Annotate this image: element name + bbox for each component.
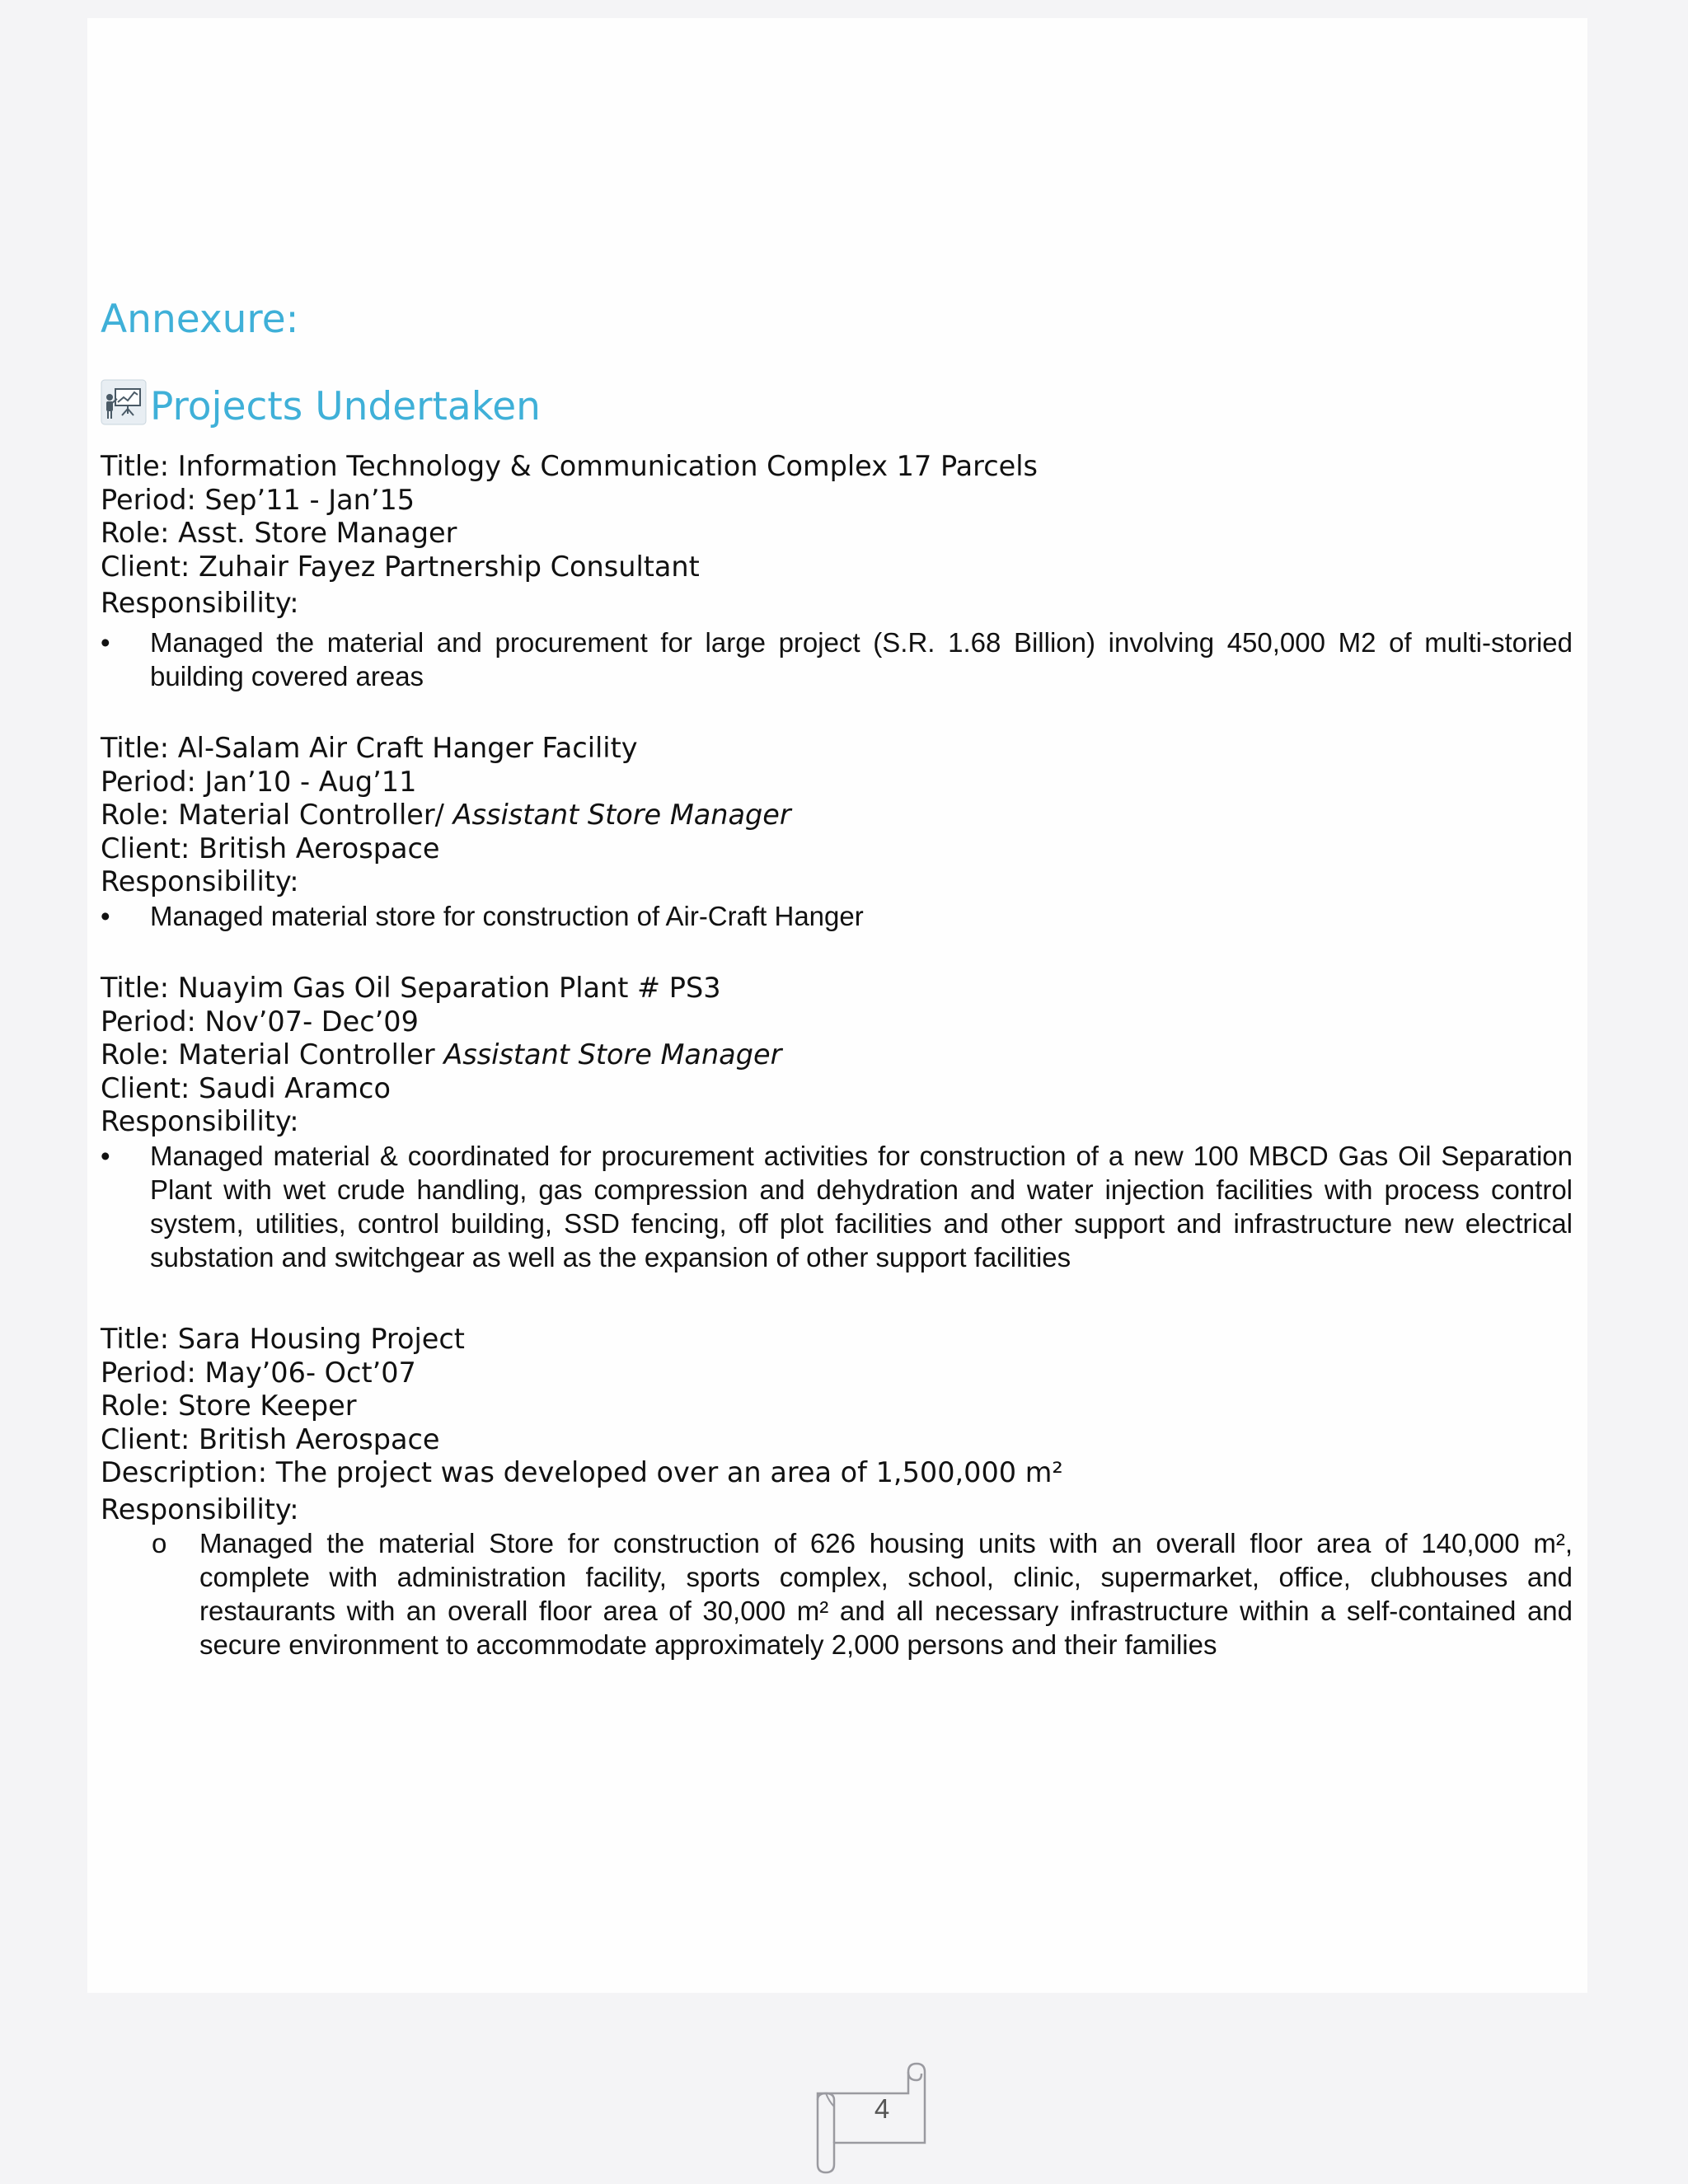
project-client: British Aerospace (198, 832, 440, 865)
project-role-line (101, 1390, 1573, 1423)
project-title-line (101, 972, 1573, 1005)
client-label: Client: (101, 1071, 190, 1104)
project-title-line (101, 450, 1573, 484)
project-role-line (101, 517, 1573, 551)
project-client: British Aerospace (198, 1422, 440, 1455)
project-client-line (101, 1072, 1573, 1106)
period-label: Period: (101, 1005, 196, 1038)
section-title: Projects Undertaken (150, 383, 541, 429)
list-item (101, 899, 1573, 933)
project-title: Nuayim Gas Oil Separation Plant # PS3 (177, 972, 721, 1004)
project-period: Nov’07- Dec’09 (204, 1005, 419, 1038)
section-heading (101, 379, 541, 430)
role-label: Role: (101, 1038, 170, 1071)
role-label: Role: (101, 799, 170, 831)
project-title-line (101, 732, 1573, 766)
project-role-italic: Assistant Store Manager (452, 799, 791, 831)
project-client: Saudi Aramco (198, 1071, 391, 1104)
project-period: Jan’10 - Aug’11 (204, 765, 417, 798)
project-client: Zuhair Fayez Partnership Consultant (198, 550, 700, 583)
project-role: Asst. Store Manager (178, 517, 457, 549)
bullet-text: Managed material & coordinated for procurement activities for construction of a new 100 MBCD Gas Oil Separation Plant with wet crude handling, gas compression and dehydration and water injection facilities with process control system, utilities, control building, SSD fencing, off plot facilities and other support and infrastructure new electrical substation and switchgear as well as the expansion of other support facilities (150, 1140, 1573, 1272)
responsibility-label: Responsibility: (101, 1493, 299, 1526)
responsibility-list (101, 899, 1573, 933)
project-entry (101, 732, 1573, 933)
project-role-line (101, 799, 1573, 832)
project-client-line (101, 832, 1573, 866)
responsibility-label: Responsibility: (101, 1105, 299, 1137)
client-label: Client: (101, 550, 190, 583)
project-title-line (101, 1323, 1573, 1357)
project-period: May’06- Oct’07 (204, 1356, 416, 1389)
bullet-icon: • (101, 900, 110, 931)
bullet-text: Managed material store for construction of Air-Craft Hanger (150, 900, 864, 931)
responsibility-list (101, 1139, 1573, 1274)
responsibility-list (101, 1526, 1573, 1661)
role-label: Role: (101, 1390, 170, 1422)
period-label: Period: (101, 765, 196, 798)
project-period-line (101, 1357, 1573, 1390)
list-item (101, 1526, 1573, 1661)
responsibility-list (101, 626, 1573, 693)
project-period-line (101, 766, 1573, 799)
project-title: Sara Housing Project (177, 1323, 465, 1355)
project-description: The project was developed over an area of 1,500,000 m² (275, 1456, 1063, 1488)
client-label: Client: (101, 1422, 190, 1455)
title-label: Title: (101, 972, 170, 1004)
role-label: Role: (101, 517, 170, 549)
project-period: Sep’11 - Jan’15 (204, 483, 415, 516)
bullet-text: Managed the material Store for construction of 626 housing units with an overall floor area of 140,000 m², complete with administration facility, sports complex, school, clinic, supermarket, office, clubhouses and restaurants with an overall floor area of 30,000 m² and all necessary infrastructure within a self-contained and secure environment to accommodate approximately 2,000 persons and their families (199, 1528, 1573, 1660)
circle-bullet-icon: o (152, 1528, 167, 1558)
project-title: Al-Salam Air Craft Hanger Facility (177, 732, 638, 764)
project-role-line (101, 1038, 1573, 1072)
project-period-line (101, 1005, 1573, 1039)
page-number: 4 (874, 2093, 890, 2124)
list-item (101, 626, 1573, 693)
annexure-heading: Annexure: (101, 297, 299, 342)
project-title: Information Technology & Communication Complex 17 Parcels (177, 450, 1038, 482)
title-label: Title: (101, 450, 170, 482)
project-description-line (101, 1456, 1573, 1490)
title-label: Title: (101, 732, 170, 764)
project-role: Material Controller/ (178, 799, 444, 831)
project-period-line (101, 484, 1573, 518)
project-role: Material Controller (178, 1038, 435, 1071)
presentation-chart-icon (101, 379, 147, 425)
period-label: Period: (101, 483, 196, 516)
responsibility-label: Responsibility: (101, 865, 299, 898)
project-entry (101, 972, 1573, 1274)
project-role: Store Keeper (178, 1390, 357, 1422)
project-client-line (101, 551, 1573, 584)
client-label: Client: (101, 832, 190, 865)
project-entry (101, 450, 1573, 693)
bullet-icon: • (101, 1140, 110, 1171)
bullet-icon: • (101, 626, 110, 658)
bullet-text: Managed the material and procurement for large project (S.R. 1.68 Billion) involving 450,000 M2 of multi-storied building covered areas (150, 626, 1573, 691)
description-label: Description: (101, 1456, 268, 1488)
project-client-line (101, 1423, 1573, 1457)
project-entry (101, 1323, 1573, 1661)
project-role-italic: Assistant Store Manager (443, 1038, 782, 1071)
document-page (87, 18, 1587, 1993)
title-label: Title: (101, 1323, 170, 1355)
period-label: Period: (101, 1356, 196, 1389)
responsibility-label: Responsibility: (101, 587, 299, 619)
list-item (101, 1139, 1573, 1274)
